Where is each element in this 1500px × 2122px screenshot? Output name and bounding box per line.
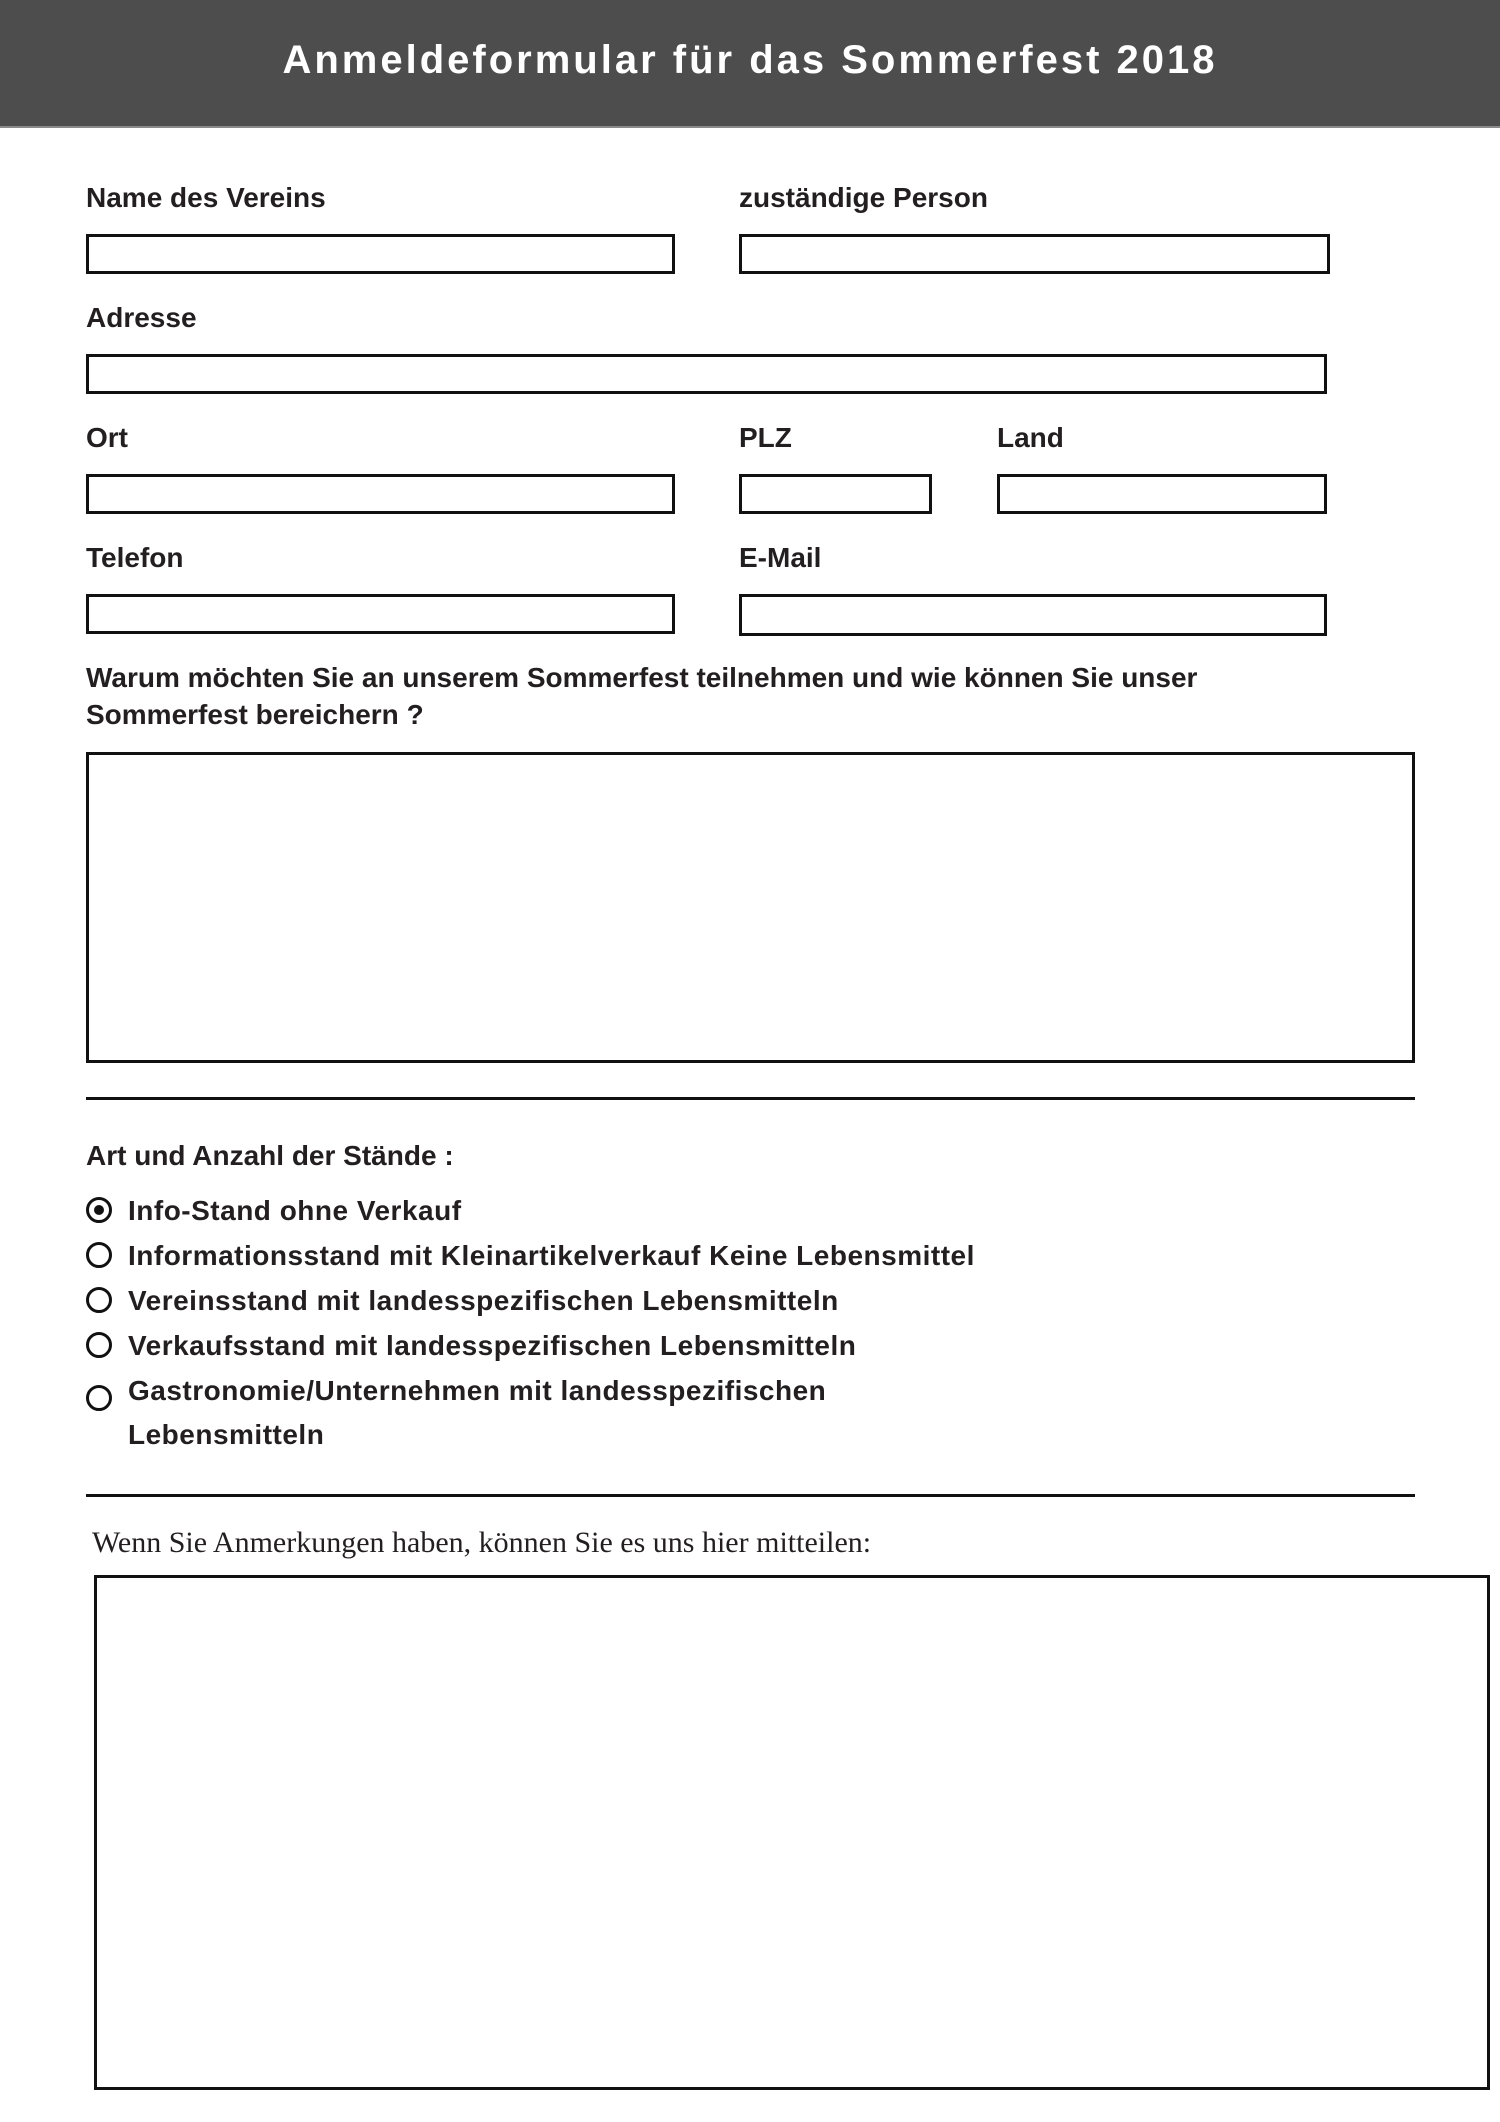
- ort-label: Ort: [86, 422, 128, 453]
- stand-option-label: Vereinsstand mit landesspezifischen Lebensmitteln: [128, 1285, 839, 1316]
- telefon-input[interactable]: [86, 594, 675, 634]
- adresse-label: Adresse: [86, 302, 197, 333]
- plz-label: PLZ: [739, 422, 792, 453]
- radio-unchecked-icon[interactable]: [86, 1242, 112, 1268]
- plz-input[interactable]: [739, 474, 932, 514]
- land-label: Land: [997, 422, 1064, 453]
- email-input[interactable]: [739, 594, 1327, 636]
- radio-unchecked-icon[interactable]: [86, 1287, 112, 1313]
- stand-option[interactable]: [86, 1234, 1028, 1278]
- radio-unchecked-icon[interactable]: [86, 1385, 112, 1411]
- stand-option-label: Informationsstand mit Kleinartikelverkauf Keine Lebensmittel: [128, 1240, 975, 1271]
- telefon-label: Telefon: [86, 542, 184, 573]
- stand-option-label: Info-Stand ohne Verkauf: [128, 1195, 462, 1226]
- form-header: [0, 0, 1500, 128]
- person-label: zuständige Person: [739, 182, 988, 213]
- verein-label: Name des Vereins: [86, 182, 326, 213]
- stand-option-label: Gastronomie/Unternehmen mit landesspezifischen Lebensmitteln: [128, 1375, 827, 1450]
- stand-option[interactable]: [86, 1369, 888, 1457]
- adresse-input[interactable]: [86, 354, 1327, 394]
- motivation-question-line1: Warum möchten Sie an unserem Sommerfest teilnehmen und wie können Sie unser: [86, 662, 1198, 693]
- verein-input[interactable]: [86, 234, 675, 274]
- ort-input[interactable]: [86, 474, 675, 514]
- stand-option[interactable]: [86, 1189, 1028, 1233]
- section-divider: [86, 1097, 1415, 1100]
- stand-option-label: Verkaufsstand mit landesspezifischen Lebensmitteln: [128, 1330, 857, 1361]
- motivation-question-line2: Sommerfest bereichern ?: [86, 699, 424, 730]
- land-input[interactable]: [997, 474, 1327, 514]
- section-divider: [86, 1494, 1415, 1497]
- radio-unchecked-icon[interactable]: [86, 1332, 112, 1358]
- stand-option[interactable]: [86, 1324, 1028, 1368]
- remarks-label: Wenn Sie Anmerkungen haben, können Sie es uns hier mitteilen:: [92, 1526, 872, 1559]
- radio-checked-icon[interactable]: [86, 1197, 112, 1223]
- remarks-textarea[interactable]: [94, 1575, 1490, 2090]
- stands-heading: Art und Anzahl der Stände :: [86, 1140, 454, 1171]
- form-title: Anmeldeformular für das Sommerfest 2018: [282, 38, 1218, 82]
- person-input[interactable]: [739, 234, 1330, 274]
- email-label: E-Mail: [739, 542, 822, 573]
- motivation-textarea[interactable]: [86, 752, 1415, 1063]
- stand-option[interactable]: [86, 1279, 1028, 1323]
